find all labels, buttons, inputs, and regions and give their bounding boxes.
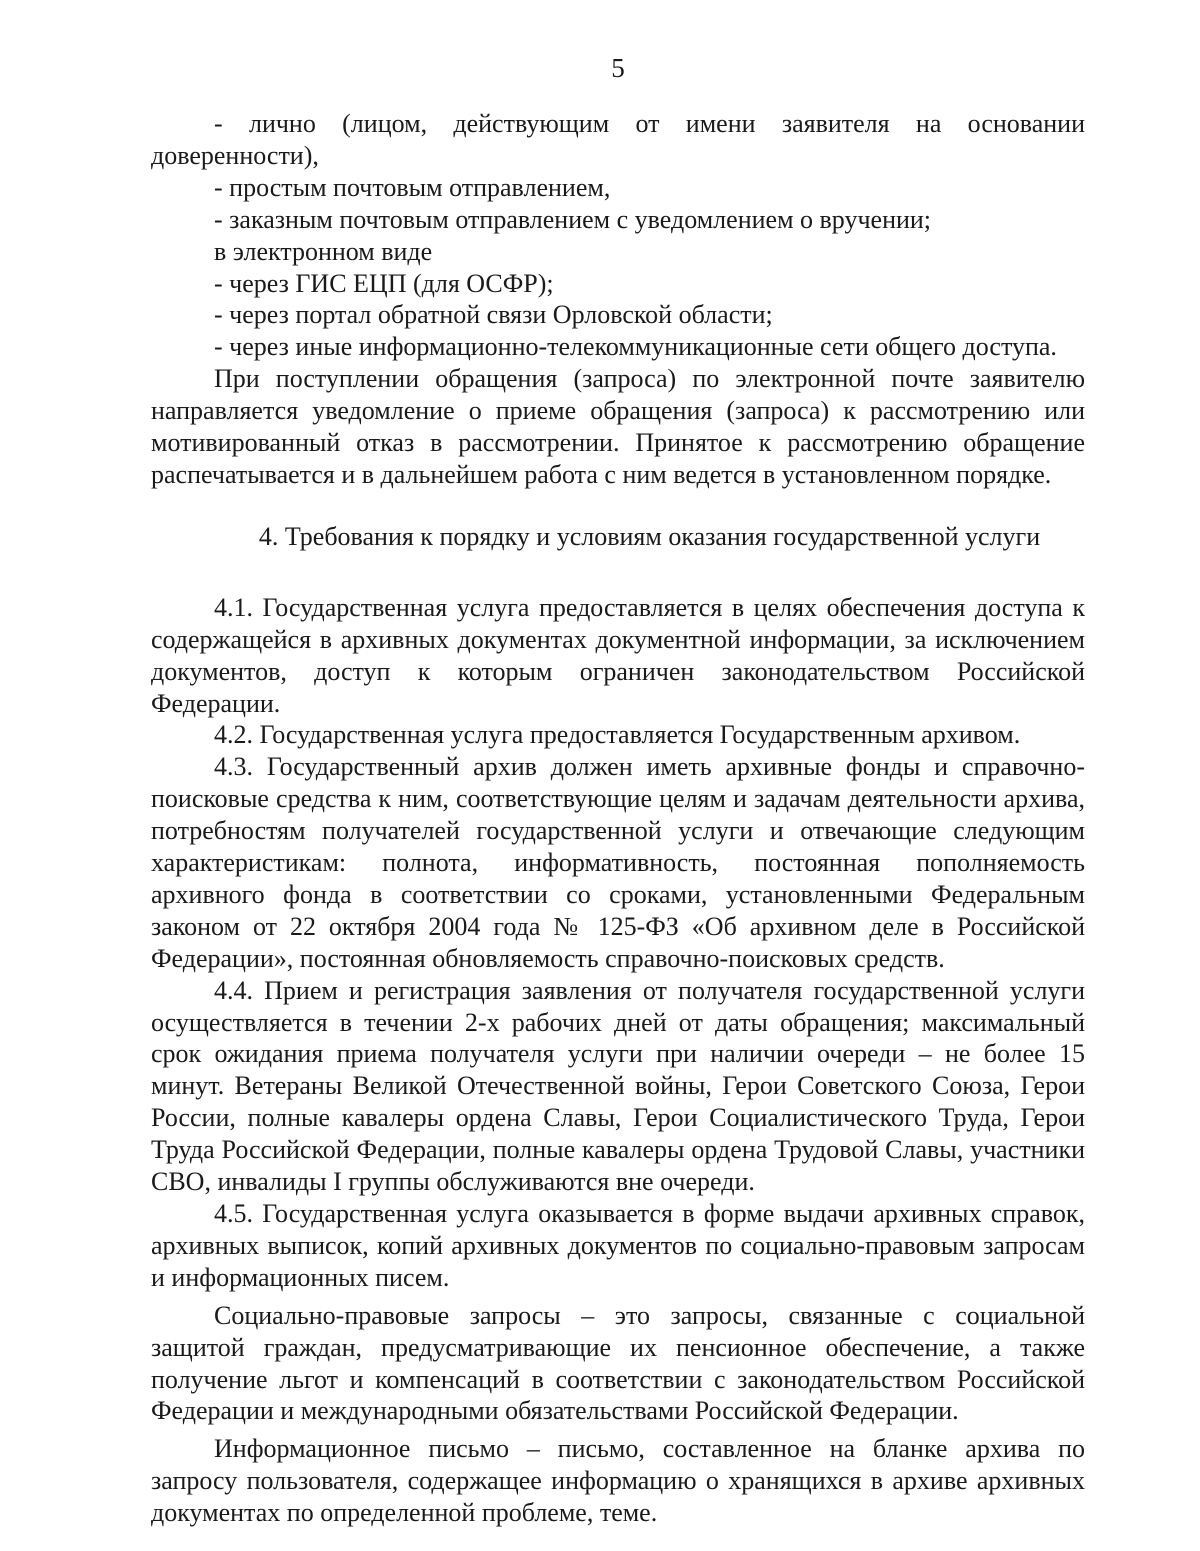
- document-body: [151, 108, 1085, 1529]
- item-4-1: 4.1. Государственная услуга предоставляется в целях обеспечения доступа к содержащейся в архивных документах документной информации, за исключением документов, доступ к которым ограничен законодательством Российской Федерации.: [151, 592, 1085, 718]
- item-4-3: 4.3. Государственный архив должен иметь архивные фонды и справочно-поисковые средства к ним, соответствующие целям и задачам деятельности архива, потребностям получателей государственной услуги и отвечающие следующим характеристикам: полнота, информативность, постоянная пополняемость архивного фонда в соответствии со сроками, установленными Федеральным законом от 22 октября 2004 года № 125-ФЗ «Об архивном деле в Российской Федерации», постоянная обновляемость справочно-поисковых средств.: [151, 752, 1085, 973]
- list-item-simple-mail: - простым почтовым отправлением,: [214, 172, 611, 202]
- list-item-other-networks: - через иные информационно-телекоммуникационные сети общего доступа.: [214, 332, 1057, 362]
- item-4-2: 4.2. Государственная услуга предоставляется Государственным архивом.: [214, 720, 1021, 750]
- list-item-registered-mail: - заказным почтовым отправлением с уведомлением о вручении;: [214, 204, 932, 234]
- paragraph-email-request: При поступлении обращения (запроса) по электронной почте заявителю направляется уведомление о приеме обращения (запроса) к рассмотрению или мотивированный отказ в рассмотрении. Принятое к рассмотрению обращение распечатывается и в дальнейшем работа с ним ведется в установленном порядке.: [151, 364, 1085, 489]
- list-item-feedback-portal: - через портал обратной связи Орловской области;: [214, 300, 773, 330]
- paragraph-info-letter: Информационное письмо – письмо, составленное на бланке архива по запросу пользователя, содержащее информацию о хранящихся в архиве архивных документах по определенной проблеме, теме.: [151, 1434, 1085, 1528]
- section-heading: 4. Требования к порядку и условиям оказания государственной услуги: [258, 521, 1041, 551]
- page-number: 5: [611, 53, 625, 83]
- list-item-gis-ecp: - через ГИС ЕЦП (для ОСФР);: [214, 268, 554, 298]
- item-4-5: 4.5. Государственная услуга оказывается в форме выдачи архивных справок, архивных выписок, копий архивных документов по социально-правовым запросам и информационных писем.: [151, 1199, 1085, 1292]
- electronic-form-label: в электронном виде: [214, 236, 433, 266]
- item-4-4: 4.4. Прием и регистрация заявления от получателя государственной услуги осуществляется в течении 2-х рабочих дней от даты обращения; максимальный срок ожидания приема получателя услуги при наличии очереди – не более 15 минут. Ветераны Великой Отечественной войны, Герои Советского Союза, Герои России, полные кавалеры ордена Славы, Герои Социалистического Труда, Герои Труда Российской Федерации, полные кавалеры ордена Трудовой Славы, участники СВО, инвалиды I группы обслуживаются вне очереди.: [151, 975, 1085, 1197]
- list-item-in-person: - лично (лицом, действующим от имени заявителя на основании доверенности),: [151, 109, 1085, 170]
- paragraph-social-requests: Социально-правовые запросы – это запросы, связанные с социальной защитой граждан, предусматривающие их пенсионное обеспечение, а также получение льгот и компенсаций в соответствии с законодательством Российской Федерации и международными обязательствами Российской Федерации.: [151, 1300, 1085, 1426]
